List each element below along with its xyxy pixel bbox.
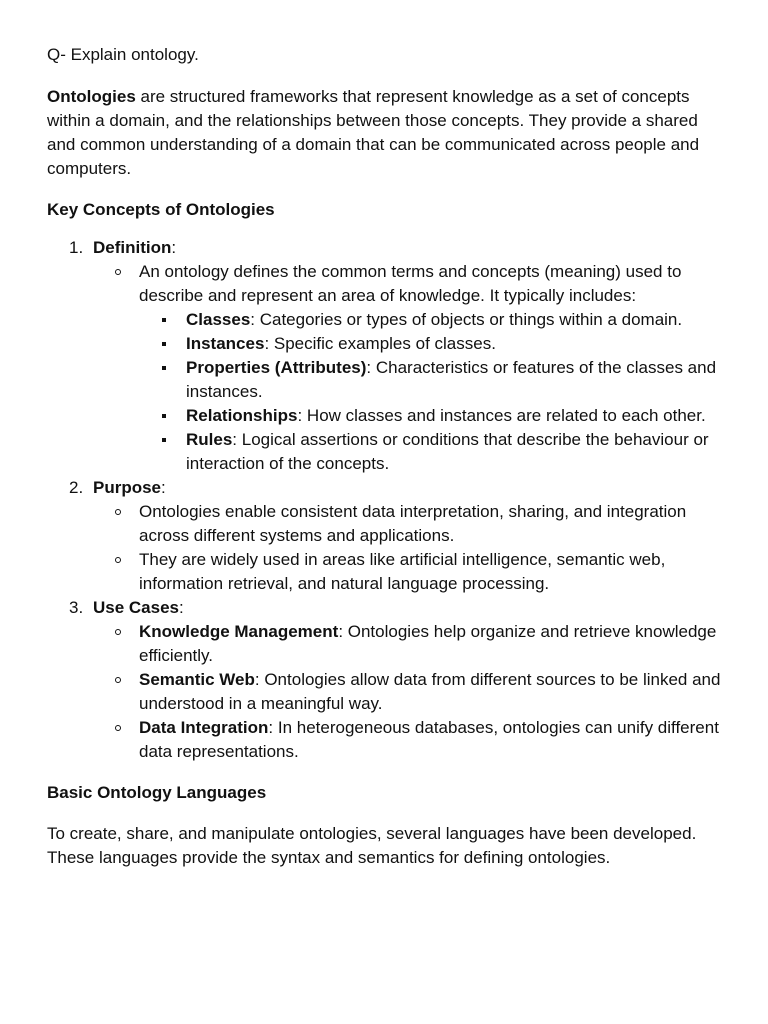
item-text: : Logical assertions or conditions that describe the behaviour or interaction of the concepts.: [186, 430, 709, 473]
square-bullet-icon: [162, 438, 166, 442]
item-term: Properties (Attributes): [186, 358, 367, 377]
list-item: [93, 500, 728, 548]
item-term: Knowledge Management: [139, 622, 339, 641]
languages-paragraph: To create, share, and manipulate ontologies, several languages have been developed. These languages provide the syntax and semantics for defining ontologies.: [47, 824, 697, 867]
purpose-sublist: [93, 500, 728, 596]
list-number: 1.: [69, 238, 84, 257]
circle-bullet-icon: [115, 269, 121, 275]
list-item: [139, 404, 728, 428]
list-item-purpose: [47, 476, 728, 596]
circle-bullet-icon: [115, 509, 121, 515]
section-colon: :: [161, 478, 166, 497]
list-item: [139, 428, 728, 476]
list-item: [93, 260, 728, 476]
list-item: [93, 716, 728, 764]
circle-bullet-icon: [115, 629, 121, 635]
item-text: : Characteristics or features of the classes and instances.: [186, 358, 717, 401]
square-bullet-icon: [162, 366, 166, 370]
section-title: Purpose: [93, 478, 162, 497]
item-text: : How classes and instances are related to each other.: [297, 406, 706, 425]
item-text: An ontology defines the common terms and concepts (meaning) used to describe and represent an area of knowledge. It typically includes:: [139, 262, 682, 305]
item-text: : Categories or types of objects or things within a domain.: [250, 310, 683, 329]
section-colon: :: [179, 598, 184, 617]
item-term: Data Integration: [139, 718, 269, 737]
item-term: Semantic Web: [139, 670, 255, 689]
intro-text: are structured frameworks that represent knowledge as a set of concepts within a domain, and the relationships between those concepts. They provide a shared and common understanding of a domain that can be communicated across people and computers.: [47, 87, 700, 178]
section-title: Use Cases: [93, 598, 180, 617]
key-concepts-heading: Key Concepts of Ontologies: [47, 200, 275, 219]
list-item: [93, 668, 728, 716]
list-item: [93, 548, 728, 596]
list-number: 2.: [69, 478, 84, 497]
circle-bullet-icon: [115, 725, 121, 731]
section-colon: :: [171, 238, 177, 257]
square-bullet-icon: [162, 342, 166, 346]
item-term: Instances: [186, 334, 265, 353]
item-term: Relationships: [186, 406, 298, 425]
list-item: [93, 620, 728, 668]
list-number: 3.: [69, 598, 84, 617]
list-item-definition: [47, 236, 728, 476]
list-item-use-cases: [47, 596, 728, 764]
item-term: Classes: [186, 310, 251, 329]
list-item: [139, 356, 728, 404]
list-item: [139, 308, 728, 332]
use-cases-sublist: [93, 620, 728, 764]
circle-bullet-icon: [115, 557, 121, 563]
item-text: : Ontologies help organize and retrieve knowledge efficiently.: [139, 622, 717, 665]
circle-bullet-icon: [115, 677, 121, 683]
item-text: : Ontologies allow data from different sources to be linked and understood in a meaningful way.: [139, 670, 721, 713]
square-bullet-icon: [162, 318, 166, 322]
list-item: [139, 332, 728, 356]
item-text: : In heterogeneous databases, ontologies can unify different data representations.: [139, 718, 719, 761]
section-title: Definition: [93, 238, 172, 257]
intro-paragraph: [47, 85, 728, 181]
languages-heading: Basic Ontology Languages: [47, 783, 267, 802]
square-bullet-icon: [162, 414, 166, 418]
item-text: They are widely used in areas like artificial intelligence, semantic web, information retrieval, and natural language processing.: [139, 550, 666, 593]
key-concepts-list: [47, 236, 728, 764]
item-term: Rules: [186, 430, 233, 449]
item-text: Ontologies enable consistent data interpretation, sharing, and integration across different systems and applications.: [139, 502, 687, 545]
intro-bold-term: Ontologies: [47, 87, 136, 106]
item-text: : Specific examples of classes.: [264, 334, 496, 353]
component-list: [139, 308, 728, 476]
question-line: Q- Explain ontology.: [47, 45, 199, 64]
definition-sublist: [93, 260, 728, 476]
